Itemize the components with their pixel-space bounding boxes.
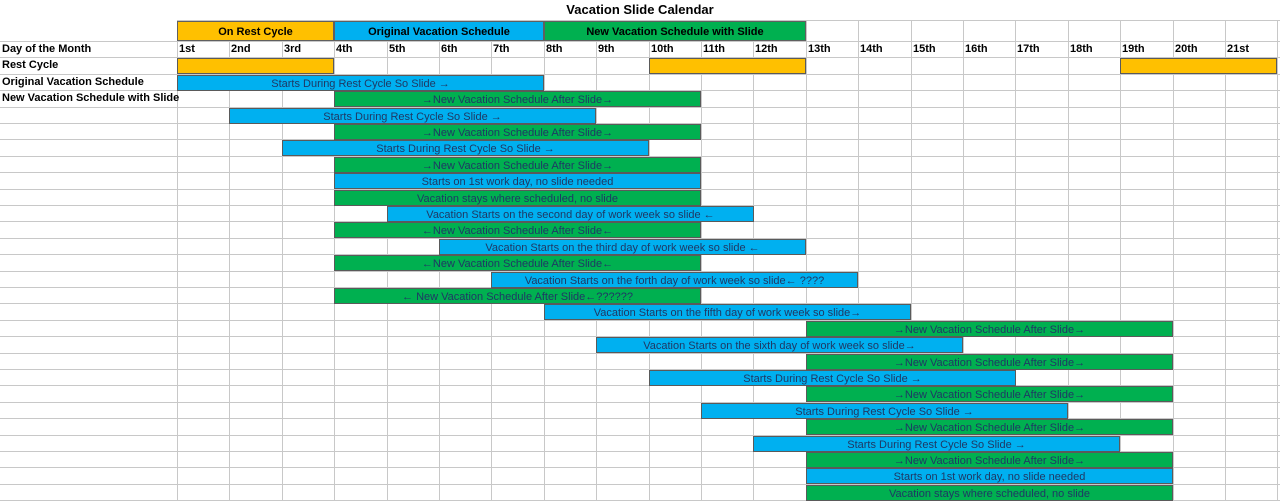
- original-schedule-bar[interactable]: Vacation Starts on the fifth day of work week so slide→: [544, 304, 911, 320]
- new-schedule-bar[interactable]: ←New Vacation Schedule After Slide←: [334, 255, 701, 271]
- grid-vline: [701, 20, 702, 500]
- grid-vline: [282, 20, 283, 500]
- rest-cycle-label[interactable]: Rest Cycle: [2, 59, 59, 71]
- rest-cycle-block[interactable]: [649, 58, 806, 74]
- new-schedule-bar[interactable]: ← New Vacation Schedule After Slide←??????: [334, 288, 701, 304]
- legend-rest: On Rest Cycle: [177, 21, 334, 41]
- day-header-cell[interactable]: 12th: [755, 43, 778, 55]
- new-schedule-label[interactable]: New Vacation Schedule with Slide: [2, 92, 180, 104]
- original-schedule-bar[interactable]: Starts During Rest Cycle So Slide →: [177, 75, 544, 91]
- new-schedule-bar[interactable]: →New Vacation Schedule After Slide→: [806, 321, 1173, 337]
- grid-vline: [753, 20, 754, 500]
- original-schedule-bar[interactable]: Starts During Rest Cycle So Slide →: [701, 403, 1068, 419]
- day-header-cell[interactable]: 19th: [1122, 43, 1145, 55]
- day-header-cell[interactable]: 5th: [389, 43, 406, 55]
- original-schedule-bar[interactable]: Starts During Rest Cycle So Slide →: [229, 108, 596, 124]
- new-schedule-bar[interactable]: Vacation stays where scheduled, no slide: [334, 190, 701, 206]
- new-schedule-bar[interactable]: →New Vacation Schedule After Slide→: [334, 124, 701, 140]
- original-schedule-bar[interactable]: Starts During Rest Cycle So Slide →: [282, 140, 649, 156]
- day-header-cell[interactable]: 4th: [336, 43, 353, 55]
- day-header-cell[interactable]: 3rd: [284, 43, 302, 55]
- original-schedule-bar[interactable]: Starts During Rest Cycle So Slide →: [649, 370, 1016, 386]
- calendar-title: Vacation Slide Calendar: [566, 2, 714, 17]
- day-of-month-label[interactable]: Day of the Month: [2, 43, 92, 55]
- day-header-cell[interactable]: 13th: [808, 43, 831, 55]
- original-schedule-label[interactable]: Original Vacation Schedule: [2, 76, 144, 88]
- original-schedule-bar[interactable]: Starts During Rest Cycle So Slide →: [753, 436, 1120, 452]
- new-schedule-bar[interactable]: →New Vacation Schedule After Slide→: [806, 386, 1173, 402]
- day-header-cell[interactable]: 7th: [493, 43, 510, 55]
- day-header-cell[interactable]: 10th: [651, 43, 674, 55]
- grid-vline: [1225, 20, 1226, 500]
- day-header-cell[interactable]: 15th: [913, 43, 936, 55]
- day-header-cell[interactable]: 18th: [1070, 43, 1093, 55]
- day-header-cell[interactable]: 8th: [546, 43, 563, 55]
- new-schedule-bar[interactable]: →New Vacation Schedule After Slide→: [806, 419, 1173, 435]
- day-header-cell[interactable]: 16th: [965, 43, 988, 55]
- rest-cycle-block[interactable]: [1120, 58, 1277, 74]
- original-schedule-bar[interactable]: Vacation Starts on the third day of work week so slide ←: [439, 239, 806, 255]
- grid-vline: [1277, 20, 1278, 500]
- grid-vline: [229, 20, 230, 500]
- rest-cycle-block[interactable]: [177, 58, 334, 74]
- new-schedule-bar[interactable]: →New Vacation Schedule After Slide→: [334, 91, 701, 107]
- new-schedule-bar[interactable]: →New Vacation Schedule After Slide→: [806, 354, 1173, 370]
- day-header-cell[interactable]: 9th: [598, 43, 615, 55]
- grid-vline: [1173, 20, 1174, 500]
- original-schedule-bar[interactable]: Vacation Starts on the forth day of work week so slide← ????: [491, 272, 858, 288]
- new-schedule-bar[interactable]: ←New Vacation Schedule After Slide←: [334, 222, 701, 238]
- day-header-cell[interactable]: 17th: [1017, 43, 1040, 55]
- original-schedule-bar[interactable]: Starts on 1st work day, no slide needed: [806, 468, 1173, 484]
- day-header-cell[interactable]: 2nd: [231, 43, 251, 55]
- day-header-cell[interactable]: 1st: [179, 43, 195, 55]
- new-schedule-bar[interactable]: →New Vacation Schedule After Slide→: [334, 157, 701, 173]
- day-header-cell[interactable]: 14th: [860, 43, 883, 55]
- legend-new: New Vacation Schedule with Slide: [544, 21, 806, 41]
- new-schedule-bar[interactable]: →New Vacation Schedule After Slide→: [806, 452, 1173, 468]
- original-schedule-bar[interactable]: Vacation Starts on the second day of work week so slide ←: [387, 206, 754, 222]
- day-header-cell[interactable]: 6th: [441, 43, 458, 55]
- legend-original: Original Vacation Schedule: [334, 21, 544, 41]
- day-header-cell[interactable]: 21st: [1227, 43, 1250, 55]
- day-header-cell[interactable]: 20th: [1175, 43, 1198, 55]
- grid-hline: [0, 402, 1280, 403]
- day-header-cell[interactable]: 11th: [703, 43, 726, 55]
- new-schedule-bar[interactable]: Vacation stays where scheduled, no slide: [806, 485, 1173, 501]
- original-schedule-bar[interactable]: Vacation Starts on the sixth day of work week so slide→: [596, 337, 963, 353]
- grid-hline: [0, 107, 1280, 108]
- original-schedule-bar[interactable]: Starts on 1st work day, no slide needed: [334, 173, 701, 189]
